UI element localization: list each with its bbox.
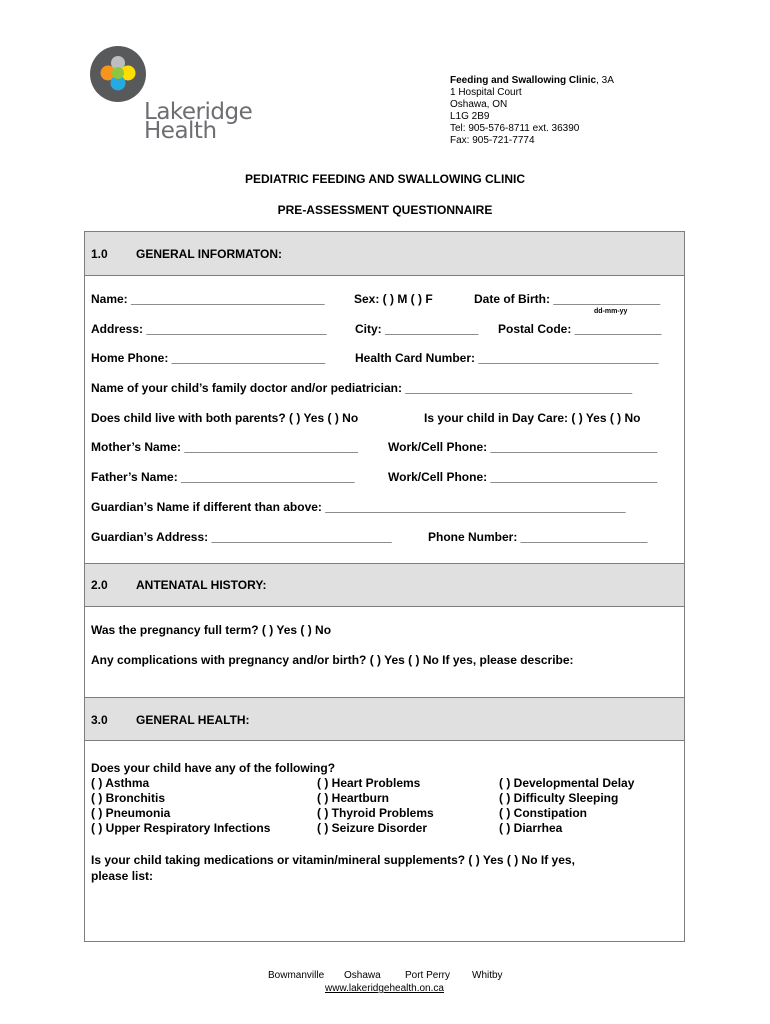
section2-title: ANTENATAL HISTORY: [136, 578, 267, 592]
logo [88, 44, 253, 144]
complications-field[interactable]: Any complications with pregnancy and/or birth? ( ) Yes ( ) No If yes, please describe: [91, 653, 574, 667]
section3-title: GENERAL HEALTH: [136, 713, 250, 727]
page-subtitle: PRE-ASSESSMENT QUESTIONNAIRE [277, 203, 493, 217]
condition-difficulty-sleeping[interactable]: ( ) Difficulty Sleeping [499, 791, 619, 805]
condition-uri[interactable]: ( ) Upper Respiratory Infections [91, 821, 271, 835]
address-line3: L1G 2B9 [450, 111, 490, 122]
conditions-col2 [317, 776, 434, 836]
condition-heart-problems[interactable]: ( ) Heart Problems [317, 776, 421, 790]
footer-site-whitby: Whitby [472, 970, 503, 981]
condition-pneumonia[interactable]: ( ) Pneumonia [91, 806, 171, 820]
condition-asthma[interactable]: ( ) Asthma [91, 776, 150, 790]
clinic-suffix: , 3A [596, 75, 614, 86]
condition-thyroid[interactable]: ( ) Thyroid Problems [317, 806, 434, 820]
section2-number: 2.0 [91, 578, 108, 592]
day-care-field[interactable]: Is your child in Day Care: ( ) Yes ( ) No [424, 411, 641, 425]
home-phone-field[interactable]: Home Phone: _______________________ [91, 351, 326, 365]
both-parents-field[interactable]: Does child live with both parents? ( ) Yes ( ) No [91, 411, 359, 425]
address-line1: 1 Hospital Court [450, 87, 522, 98]
father-phone-field[interactable]: Work/Cell Phone: _________________________ [388, 470, 658, 484]
postal-code-field[interactable]: Postal Code: _____________ [498, 322, 662, 336]
logo-mark-icon [88, 44, 148, 104]
condition-bronchitis[interactable]: ( ) Bronchitis [91, 791, 165, 805]
conditions-col3 [499, 776, 634, 836]
medications-field[interactable]: Is your child taking medications or vitamin/mineral supplements? ( ) Yes ( ) No If yes, [91, 853, 575, 867]
guardian-name-field[interactable]: Guardian’s Name if different than above: _____________________________________________ [91, 500, 626, 514]
footer-site-port-perry: Port Perry [405, 970, 451, 981]
section1-number: 1.0 [91, 247, 108, 261]
guardian-phone-field[interactable]: Phone Number: ___________________ [428, 530, 648, 544]
health-card-field[interactable]: Health Card Number: ___________________________ [355, 351, 659, 365]
clinic-name: Feeding and Swallowing Clinic [450, 75, 597, 86]
condition-diarrhea[interactable]: ( ) Diarrhea [499, 821, 563, 835]
mother-name-field[interactable]: Mother’s Name: __________________________ [91, 440, 358, 454]
clinic-fax: Fax: 905-721-7774 [450, 135, 535, 146]
address-field[interactable]: Address: ___________________________ [91, 322, 327, 336]
section3-number: 3.0 [91, 713, 108, 727]
mother-phone-field[interactable]: Work/Cell Phone: _________________________ [388, 440, 658, 454]
condition-heartburn[interactable]: ( ) Heartburn [317, 791, 389, 805]
page-title: PEDIATRIC FEEDING AND SWALLOWING CLINIC [245, 172, 525, 186]
conditions-col1 [91, 776, 270, 836]
conditions-question: Does your child have any of the following? [91, 761, 336, 775]
father-name-field[interactable]: Father’s Name: __________________________ [91, 470, 355, 484]
clinic-tel: Tel: 905-576-8711 ext. 36390 [450, 123, 580, 134]
clinic-address [450, 75, 614, 147]
full-term-field[interactable]: Was the pregnancy full term? ( ) Yes ( ) No [91, 623, 332, 637]
doctor-field[interactable]: Name of your child’s family doctor and/or pediatrician: __________________________________ [91, 381, 633, 395]
condition-seizure[interactable]: ( ) Seizure Disorder [317, 821, 428, 835]
dob-field[interactable]: Date of Birth: ________________ [474, 292, 661, 306]
section1-title: GENERAL INFORMATON: [136, 247, 282, 261]
name-field[interactable]: Name: _____________________________ [91, 292, 325, 306]
clinic-name-line [450, 75, 614, 87]
footer-site-oshawa: Oshawa [344, 970, 381, 981]
footer-site-bowmanville: Bowmanville [268, 970, 325, 981]
address-line2: Oshawa, ON [450, 99, 508, 110]
condition-developmental-delay[interactable]: ( ) Developmental Delay [499, 776, 635, 790]
sex-field[interactable]: Sex: ( ) M ( ) F [354, 292, 433, 306]
medications-list-label: please list: [91, 869, 154, 883]
condition-constipation[interactable]: ( ) Constipation [499, 806, 587, 820]
logo-text-line2: Health [144, 118, 217, 144]
city-field[interactable]: City: ______________ [355, 322, 479, 336]
dob-hint: dd-mm-yy [594, 308, 628, 315]
logo-text-line1: Lakeridge [144, 99, 253, 125]
guardian-address-field[interactable]: Guardian’s Address: ___________________________ [91, 530, 392, 544]
footer-website-link[interactable]: www.lakeridgehealth.on.ca [325, 983, 444, 994]
